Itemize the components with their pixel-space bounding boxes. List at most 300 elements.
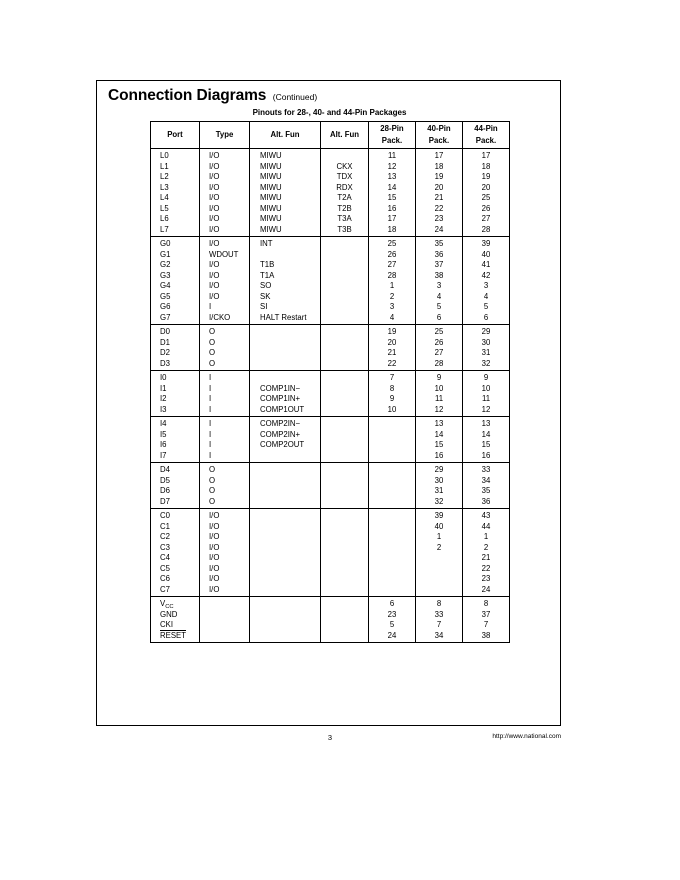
cell-value: 29 — [481, 327, 491, 336]
alt-fun-2-cell — [321, 417, 369, 463]
cell-value: O — [209, 496, 216, 506]
header-40-pin — [416, 122, 463, 149]
cell-value: 18 — [387, 224, 397, 234]
cell-value — [200, 599, 249, 610]
cell-value: 26 — [387, 249, 397, 259]
cell-value: D5 — [160, 475, 170, 485]
cell-value: I — [209, 440, 212, 449]
cell-value: 17 — [434, 151, 444, 160]
cell-value — [321, 394, 368, 405]
alt-fun-2-cell — [321, 597, 369, 643]
cell-value: I/O — [209, 193, 220, 202]
cell-value — [321, 599, 368, 610]
cell-value — [369, 543, 415, 554]
cell-value — [321, 348, 368, 359]
port-cell — [151, 237, 200, 325]
alt-fun-1-cell — [250, 149, 321, 237]
cell-value: 3 — [436, 281, 442, 290]
cell-value: 17 — [481, 151, 491, 160]
alt-fun-1-cell — [250, 237, 321, 325]
cell-value: 27 — [434, 348, 444, 357]
cell-value: 27 — [387, 260, 397, 269]
cell-value: MIWU — [260, 161, 282, 171]
cell-value: I/O — [209, 532, 220, 541]
page-number: 3 — [327, 733, 333, 742]
cell-value — [369, 476, 415, 487]
cell-value: 37 — [434, 260, 444, 269]
cell-value: C3 — [160, 542, 170, 552]
cell-value — [200, 631, 249, 642]
cell-value — [321, 250, 368, 261]
cell-value — [321, 543, 368, 554]
cell-value: MIWU — [260, 214, 282, 223]
cell-value — [321, 532, 368, 543]
cell-value: CKI — [160, 620, 173, 629]
cell-value: 8 — [389, 383, 395, 393]
pin-28-cell — [369, 149, 416, 237]
cell-value: 22 — [387, 358, 397, 368]
cell-value: T1A — [260, 270, 275, 280]
cell-value: SI — [260, 302, 268, 311]
cell-value — [250, 574, 320, 585]
pin-group-row — [151, 417, 510, 463]
alt-fun-2-cell — [321, 149, 369, 237]
cell-value: L5 — [160, 203, 169, 213]
alt-fun-2-cell — [321, 371, 369, 417]
section-continued-note: (Continued) — [272, 92, 318, 102]
cell-value — [250, 250, 320, 261]
cell-value — [250, 511, 320, 522]
cell-value: $V_{CC}$ — [160, 599, 174, 610]
cell-value: 13 — [481, 419, 491, 428]
cell-value — [321, 419, 368, 430]
table-caption: Pinouts for 28-, 40- and 44-Pin Packages — [252, 108, 407, 117]
cell-value — [321, 451, 368, 462]
cell-value: G5 — [160, 291, 171, 301]
cell-value: 6 — [436, 312, 442, 322]
cell-value: 16 — [387, 203, 397, 213]
cell-value: GND — [160, 609, 178, 619]
cell-value: 1 — [483, 532, 489, 541]
cell-value: 26 — [481, 203, 491, 213]
cell-value: I/O — [209, 553, 220, 562]
cell-value: I/O — [209, 151, 220, 160]
cell-value: COMP2IN− — [260, 419, 301, 428]
cell-value — [250, 451, 320, 462]
type-cell — [200, 509, 250, 597]
cell-value: I — [209, 373, 212, 382]
cell-value: 30 — [481, 337, 491, 347]
pin-40-cell — [416, 325, 463, 371]
cell-value — [369, 585, 415, 596]
port-cell — [151, 149, 200, 237]
header-44-pin — [463, 122, 510, 149]
alt-fun-1-cell — [250, 325, 321, 371]
cell-value: 5 — [389, 620, 395, 629]
cell-value — [416, 574, 462, 585]
cell-value: MIWU — [260, 193, 282, 202]
cell-value: 23 — [387, 609, 397, 619]
cell-value: 41 — [481, 260, 491, 269]
cell-value: I/O — [209, 239, 220, 248]
pin-44-cell — [463, 509, 510, 597]
cell-value: O — [209, 348, 216, 357]
cell-value — [369, 564, 415, 575]
cell-value: T2B — [337, 203, 352, 213]
cell-value: 28 — [481, 224, 491, 234]
cell-value: I/O — [209, 584, 220, 594]
cell-value: I/O — [209, 281, 220, 290]
cell-value: 10 — [434, 383, 444, 393]
cell-value: 4 — [389, 312, 395, 322]
cell-value: L0 — [160, 151, 169, 160]
cell-value: 39 — [434, 511, 444, 520]
cell-value: L6 — [160, 214, 169, 223]
cell-value — [369, 419, 415, 430]
cell-value: O — [209, 486, 216, 495]
cell-value: T3B — [337, 224, 352, 234]
cell-value — [321, 522, 368, 533]
cell-value — [250, 553, 320, 564]
cell-value: 28 — [387, 270, 397, 280]
header-alt-fun-1: Alt. Fun — [250, 122, 321, 149]
alt-fun-1-cell — [250, 371, 321, 417]
cell-value: 35 — [434, 239, 444, 248]
cell-value: I4 — [160, 419, 167, 428]
cell-value — [250, 543, 320, 554]
footer-url: http://www.national.com — [492, 733, 561, 740]
type-cell — [200, 463, 250, 509]
cell-value: RESET — [160, 630, 186, 640]
cell-value: C5 — [160, 563, 170, 573]
cell-value: T2A — [337, 193, 352, 202]
cell-value: 13 — [387, 172, 397, 181]
type-cell — [200, 371, 250, 417]
cell-value: 25 — [434, 327, 444, 336]
pin-44-cell — [463, 325, 510, 371]
cell-value — [321, 281, 368, 292]
cell-value: I5 — [160, 429, 167, 439]
cell-value — [250, 522, 320, 533]
cell-value: I/O — [209, 214, 220, 223]
cell-value: 9 — [436, 373, 442, 382]
cell-value: TDX — [336, 172, 353, 181]
cell-value: 25 — [481, 193, 491, 202]
cell-value: 3 — [483, 281, 489, 290]
cell-value: L3 — [160, 182, 169, 192]
cell-value: D4 — [160, 465, 170, 474]
cell-value — [321, 440, 368, 451]
cell-value: 32 — [434, 496, 444, 506]
cell-value: 15 — [434, 440, 444, 449]
cell-value — [321, 574, 368, 585]
cell-value: INT — [260, 239, 273, 248]
pin-group-row — [151, 509, 510, 597]
cell-value: 1 — [389, 281, 395, 290]
cell-value: MIWU — [260, 224, 282, 234]
port-cell — [151, 597, 200, 643]
pinout-table — [150, 121, 510, 643]
cell-value: I — [209, 394, 212, 403]
cell-value: 36 — [434, 249, 444, 259]
cell-value: 44 — [481, 521, 491, 531]
pin-28-cell — [369, 417, 416, 463]
cell-value: 21 — [434, 193, 444, 202]
pin-group-row — [151, 371, 510, 417]
cell-value: 16 — [481, 450, 491, 460]
cell-value — [369, 465, 415, 476]
cell-value: G2 — [160, 260, 171, 269]
cell-value: 25 — [387, 239, 397, 248]
cell-value — [250, 532, 320, 543]
cell-value: O — [209, 327, 216, 336]
cell-value: I/O — [209, 203, 220, 213]
cell-value: 2 — [483, 542, 489, 552]
cell-value — [321, 151, 368, 162]
cell-value — [321, 405, 368, 416]
alt-fun-1-cell — [250, 417, 321, 463]
cell-value: 2 — [389, 291, 395, 301]
cell-value: T1B — [260, 260, 275, 269]
cell-value: D1 — [160, 337, 170, 347]
pin-40-cell — [416, 509, 463, 597]
pin-28-cell — [369, 325, 416, 371]
cell-value — [250, 359, 320, 370]
cell-value: I/O — [209, 563, 220, 573]
cell-value — [200, 620, 249, 631]
cell-value: G6 — [160, 302, 171, 311]
cell-value: 22 — [434, 203, 444, 213]
pin-44-cell — [463, 463, 510, 509]
port-cell — [151, 509, 200, 597]
header-type: Type — [200, 122, 250, 149]
cell-value: 21 — [481, 553, 491, 562]
cell-value: 38 — [434, 270, 444, 280]
cell-value — [321, 476, 368, 487]
cell-value — [321, 553, 368, 564]
cell-value: 7 — [436, 620, 442, 629]
cell-value: 5 — [436, 302, 442, 311]
alt-fun-1-cell — [250, 597, 321, 643]
cell-value — [416, 553, 462, 564]
cell-value: MIWU — [260, 203, 282, 213]
cell-value — [250, 465, 320, 476]
cell-value: 27 — [481, 214, 491, 223]
header-44-pin-line2: Pack. — [475, 136, 497, 145]
cell-value: 32 — [481, 358, 491, 368]
cell-value: MIWU — [260, 151, 282, 160]
cell-value: I/O — [209, 161, 220, 171]
cell-value: COMP1IN+ — [260, 394, 301, 403]
pin-44-cell — [463, 149, 510, 237]
cell-value: I — [209, 450, 212, 460]
cell-value: 39 — [481, 239, 491, 248]
cell-value — [321, 260, 368, 271]
cell-value — [321, 359, 368, 370]
header-40-pin-line1: 40-Pin — [427, 124, 451, 133]
cell-value: G0 — [160, 239, 171, 248]
cell-value: I/O — [209, 224, 220, 234]
cell-value: I — [209, 419, 212, 428]
cell-value: 12 — [434, 404, 444, 414]
pin-28-cell — [369, 371, 416, 417]
cell-value: 17 — [387, 214, 397, 223]
cell-value: 29 — [434, 465, 444, 474]
cell-value: L4 — [160, 193, 169, 202]
pin-40-cell — [416, 237, 463, 325]
cell-value — [369, 574, 415, 585]
cell-value: 5 — [483, 302, 489, 311]
alt-fun-2-cell — [321, 463, 369, 509]
cell-value — [321, 620, 368, 631]
alt-fun-1-cell — [250, 509, 321, 597]
cell-value: 7 — [389, 373, 395, 382]
pin-group-row — [151, 237, 510, 325]
cell-value: 35 — [481, 486, 491, 495]
cell-value — [369, 497, 415, 508]
cell-value: T3A — [337, 214, 352, 223]
cell-value: SK — [260, 291, 271, 301]
cell-value — [250, 585, 320, 596]
port-cell — [151, 417, 200, 463]
cell-value: I/O — [209, 182, 220, 192]
pin-40-cell — [416, 149, 463, 237]
cell-value — [369, 430, 415, 441]
cell-value: 7 — [483, 620, 489, 629]
cell-value: 42 — [481, 270, 491, 280]
cell-value: 8 — [436, 599, 442, 608]
cell-value: I — [209, 404, 212, 414]
cell-value: 6 — [389, 599, 395, 608]
cell-value: 3 — [389, 302, 395, 311]
port-cell — [151, 325, 200, 371]
pin-44-cell — [463, 417, 510, 463]
pin-40-cell — [416, 463, 463, 509]
cell-value: I — [209, 302, 212, 311]
cell-value — [250, 486, 320, 497]
cell-value: L7 — [160, 224, 169, 234]
cell-value — [321, 338, 368, 349]
cell-value — [250, 476, 320, 487]
cell-value: I3 — [160, 404, 167, 414]
cell-value: 11 — [434, 394, 444, 403]
cell-value: 16 — [434, 450, 444, 460]
cell-value — [369, 553, 415, 564]
cell-value: I/CKO — [209, 312, 231, 322]
header-28-pin-line1: 28-Pin — [380, 124, 404, 133]
cell-value — [250, 610, 320, 621]
header-44-pin-line1: 44-Pin — [474, 124, 498, 133]
pin-28-cell — [369, 509, 416, 597]
cell-value: 1 — [436, 532, 442, 541]
pin-44-cell — [463, 371, 510, 417]
cell-value: G4 — [160, 281, 171, 290]
cell-value: HALT Restart — [260, 312, 307, 322]
cell-value: I/O — [209, 511, 220, 520]
cell-value: I — [209, 383, 212, 393]
cell-value: 24 — [387, 630, 397, 640]
cell-value — [250, 599, 320, 610]
cell-value: 26 — [434, 337, 444, 347]
cell-value: I1 — [160, 383, 167, 393]
pin-40-cell — [416, 417, 463, 463]
cell-value: 15 — [481, 440, 491, 449]
cell-value — [250, 373, 320, 384]
cell-value: I/O — [209, 542, 220, 552]
cell-value: 24 — [481, 584, 491, 594]
cell-value: COMP1OUT — [260, 404, 305, 414]
cell-value — [250, 338, 320, 349]
cell-value: L2 — [160, 172, 169, 181]
pin-28-cell — [369, 597, 416, 643]
cell-value: C6 — [160, 574, 170, 583]
cell-value: D7 — [160, 496, 170, 506]
cell-value: 20 — [387, 337, 397, 347]
cell-value: 22 — [481, 563, 491, 573]
cell-value: 30 — [434, 475, 444, 485]
cell-value — [321, 631, 368, 642]
cell-value: 14 — [481, 429, 491, 439]
type-cell — [200, 237, 250, 325]
cell-value: 4 — [436, 291, 442, 301]
cell-value: G1 — [160, 249, 171, 259]
cell-value: 19 — [481, 172, 491, 181]
cell-value: MIWU — [260, 172, 282, 181]
cell-value: 9 — [389, 394, 395, 403]
cell-value — [321, 465, 368, 476]
cell-value: 20 — [481, 182, 491, 192]
cell-value: I/O — [209, 521, 220, 531]
cell-value: 24 — [434, 224, 444, 234]
cell-value: 40 — [481, 249, 491, 259]
cell-value: CKX — [336, 161, 353, 171]
type-cell — [200, 325, 250, 371]
cell-value — [321, 302, 368, 313]
cell-value: 34 — [434, 630, 444, 640]
cell-value: 11 — [387, 151, 397, 160]
cell-value — [321, 610, 368, 621]
cell-value — [250, 564, 320, 575]
cell-value — [321, 292, 368, 303]
cell-value — [321, 486, 368, 497]
cell-value: L1 — [160, 161, 169, 171]
cell-value: 33 — [434, 609, 444, 619]
cell-value: C4 — [160, 553, 170, 562]
cell-value: I — [209, 429, 212, 439]
cell-value: 20 — [434, 182, 444, 192]
header-alt-fun-2: Alt. Fun — [321, 122, 369, 149]
pin-group-row — [151, 597, 510, 643]
cell-value: 8 — [483, 599, 489, 608]
pin-28-cell — [369, 237, 416, 325]
cell-value: 11 — [481, 394, 491, 403]
cell-value: 21 — [387, 348, 397, 357]
cell-value: D3 — [160, 358, 170, 368]
cell-value: I/O — [209, 574, 220, 583]
cell-value — [416, 585, 462, 596]
section-heading — [108, 87, 317, 105]
cell-value: 19 — [434, 172, 444, 181]
cell-value — [369, 451, 415, 462]
cell-value: 9 — [483, 373, 489, 382]
type-cell — [200, 149, 250, 237]
cell-value: WDOUT — [209, 249, 239, 259]
cell-value — [250, 327, 320, 338]
cell-value: 10 — [481, 383, 491, 393]
cell-value: O — [209, 465, 216, 474]
cell-value — [416, 564, 462, 575]
cell-value — [321, 239, 368, 250]
